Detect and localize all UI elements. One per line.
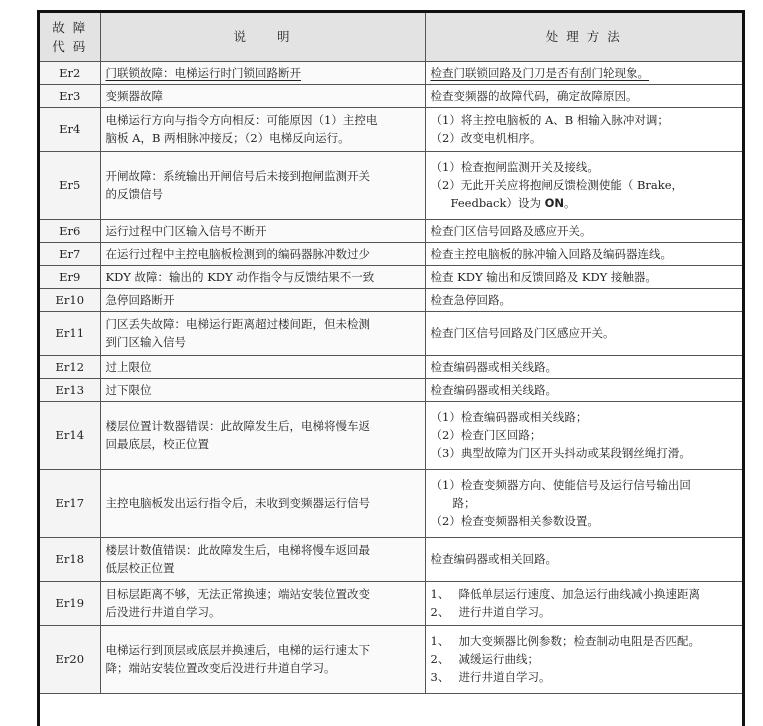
desc-line: 电梯运行到顶层或底层并换速后，电梯的运行速太下	[105, 643, 370, 657]
header-description: 说 明	[100, 13, 425, 61]
sol-number: 2、	[430, 605, 450, 619]
table-row	[40, 401, 742, 469]
sol-line: 检查门联锁回路及门刀是否有刮门轮现象。	[430, 65, 649, 80]
fault-solution	[425, 469, 742, 537]
fault-code: Er9	[40, 265, 100, 288]
fault-solution	[425, 581, 742, 625]
sol-number: 1、	[430, 634, 450, 648]
desc-line: 后没进行井道自学习。	[105, 605, 221, 619]
fault-description	[100, 311, 425, 355]
sol-text: 进行井道自学习。	[458, 670, 551, 684]
fault-code: Er14	[40, 401, 100, 469]
fault-code: Er19	[40, 581, 100, 625]
desc-line: 楼层计数值错误：此故障发生后，电梯将慢车返回最	[105, 543, 370, 557]
table-row	[40, 469, 742, 537]
sol-line: （2）无此开关应将抱闸反馈检测使能（ Brake，	[430, 178, 684, 192]
table-row	[40, 378, 742, 401]
fault-code: Er2	[40, 61, 100, 84]
desc-line: 电梯运行方向与指令方向相反：可能原因（1）主控电	[105, 113, 378, 127]
table-row	[40, 288, 742, 311]
table-row	[40, 625, 742, 693]
fault-code: Er17	[40, 469, 100, 537]
sol-text: 降低单层运行速度、加急运行曲线减小换速距离	[458, 587, 700, 601]
table-row	[40, 151, 742, 219]
fault-description	[100, 151, 425, 219]
desc-line: 开闸故障：系统输出开闸信号后未接到抱闸监测开关	[105, 169, 370, 183]
fault-code: Er10	[40, 288, 100, 311]
fault-description: 主控电脑板发出运行指令后，未收到变频器运行信号	[100, 469, 425, 537]
desc-line: 降；端站安装位置改变后没进行井道自学习。	[105, 661, 336, 675]
table-row	[40, 355, 742, 378]
header-code-line2: 代 码	[52, 38, 88, 54]
table-row	[40, 107, 742, 151]
fault-description: 运行过程中门区输入信号不断开	[100, 219, 425, 242]
fault-code: Er4	[40, 107, 100, 151]
fault-solution	[425, 61, 742, 84]
desc-line: 到门区输入信号	[105, 335, 186, 349]
header-fault-code	[40, 13, 100, 61]
sol-line: （1）将主控电脑板的 A、B 相输入脉冲对调；	[430, 113, 669, 127]
fault-solution	[425, 401, 742, 469]
fault-solution	[425, 625, 742, 693]
fault-solution	[425, 151, 742, 219]
fault-code: Er7	[40, 242, 100, 265]
sol-line: （1）检查变频器方向、使能信号及运行信号输出回	[430, 478, 691, 492]
header-solution: 处 理 方 法	[425, 13, 742, 61]
sol-line: 路；	[452, 496, 476, 510]
sol-number: 2、	[430, 652, 450, 666]
table-row	[40, 219, 742, 242]
sol-line: （2）改变电机相序。	[430, 131, 542, 145]
fault-solution: 检查编码器或相关线路。	[425, 355, 742, 378]
fault-code: Er20	[40, 625, 100, 693]
fault-description	[100, 401, 425, 469]
sol-line	[431, 194, 738, 212]
sol-line	[431, 603, 738, 621]
sol-line	[431, 632, 738, 650]
sol-text: 加大变频器比例参数；检查制动电阻是否匹配。	[458, 634, 700, 648]
fault-code: Er3	[40, 84, 100, 107]
desc-line: 目标层距离不够，无法正常换速；端站安装位置改变	[105, 587, 370, 601]
fault-description: 在运行过程中主控电脑板检测到的编码器脉冲数过少	[100, 242, 425, 265]
fault-solution: 检查急停回路。	[425, 288, 742, 311]
sol-text: 进行井道自学习。	[458, 605, 551, 619]
fault-description: KDY 故障：输出的 KDY 动作指令与反馈结果不一致	[100, 265, 425, 288]
table-row	[40, 84, 742, 107]
table-row	[40, 537, 742, 581]
fault-solution: 检查 KDY 输出和反馈回路及 KDY 接触器。	[425, 265, 742, 288]
fault-description	[100, 61, 425, 84]
sol-bold-value: ON	[544, 196, 565, 210]
fault-solution: 检查变频器的故障代码，确定故障原因。	[425, 84, 742, 107]
desc-line: 的反馈信号	[105, 187, 163, 201]
fault-description	[100, 581, 425, 625]
sol-number: 1、	[430, 587, 450, 601]
fault-solution: 检查门区信号回路及门区感应开关。	[425, 311, 742, 355]
fault-code: Er18	[40, 537, 100, 581]
sol-line: （3）典型故障为门区开头抖动或某段钢丝绳打滑。	[430, 446, 691, 460]
desc-line: 低层校正位置	[105, 561, 175, 575]
sol-line: （1）检查编码器或相关线路；	[430, 410, 588, 424]
fault-solution: 检查编码器或相关线路。	[425, 378, 742, 401]
fault-code: Er11	[40, 311, 100, 355]
sol-text: 减缓运行曲线；	[458, 652, 539, 666]
table-row	[40, 265, 742, 288]
fault-code: Er12	[40, 355, 100, 378]
table-header-row	[40, 13, 742, 61]
desc-line: 门区丢失故障：电梯运行距离超过楼间距，但未检测	[105, 317, 370, 331]
table-row	[40, 581, 742, 625]
header-code-line1: 故 障	[52, 19, 88, 35]
sol-number: 3、	[430, 670, 450, 684]
fault-solution: 检查门区信号回路及感应开关。	[425, 219, 742, 242]
fault-solution: 检查主控电脑板的脉冲输入回路及编码器连线。	[425, 242, 742, 265]
desc-line: 回最底层，校正位置	[105, 437, 209, 451]
table-row	[40, 311, 742, 355]
fault-description: 过下限位	[100, 378, 425, 401]
fault-code-table-frame	[37, 10, 745, 726]
fault-description	[100, 537, 425, 581]
desc-line: 门联锁故障：电梯运行时门锁回路断开	[105, 65, 301, 80]
fault-description: 变频器故障	[100, 84, 425, 107]
fault-description: 过上限位	[100, 355, 425, 378]
sol-line: （2）检查变频器相关参数设置。	[430, 514, 599, 528]
sol-line	[431, 650, 738, 668]
fault-description: 急停回路断开	[100, 288, 425, 311]
fault-code: Er6	[40, 219, 100, 242]
fault-code: Er13	[40, 378, 100, 401]
desc-line: 楼层位置计数器错误：此故障发生后，电梯将慢车返	[105, 419, 370, 433]
sol-line	[431, 585, 738, 603]
sol-line: （2）检查门区回路；	[430, 428, 542, 442]
fault-description	[100, 107, 425, 151]
sol-line	[431, 668, 738, 686]
desc-line: 脑板 A，B 两相脉冲接反；（2）电梯反向运行。	[105, 131, 350, 145]
table-row	[40, 242, 742, 265]
table-row	[40, 61, 742, 84]
sol-line: （1）检查抱闸监测开关及接线。	[430, 160, 599, 174]
fault-solution	[425, 107, 742, 151]
fault-code: Er5	[40, 151, 100, 219]
fault-solution: 检查编码器或相关回路。	[425, 537, 742, 581]
fault-description	[100, 625, 425, 693]
fault-code-table	[40, 13, 742, 694]
sol-text: 。	[564, 196, 576, 210]
sol-text: Feedback）设为	[450, 196, 545, 210]
